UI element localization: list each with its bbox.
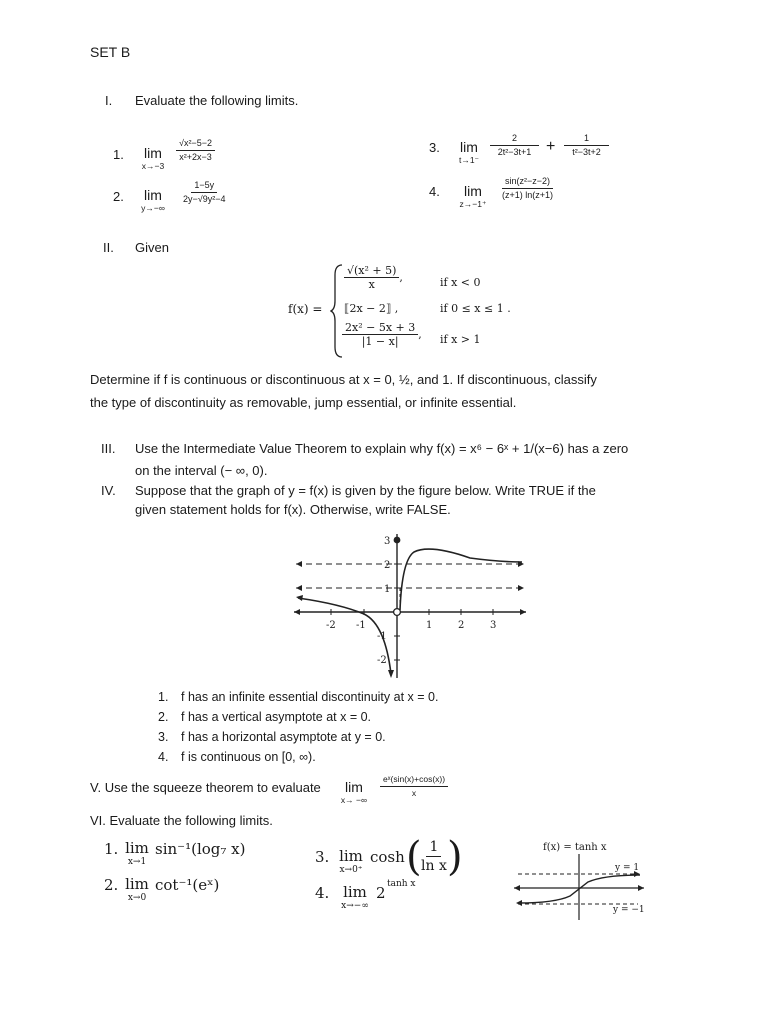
problem-1-2-fraction [180, 180, 228, 205]
y-tick-label: -2 [377, 655, 387, 666]
curve-left-end-arrow [296, 595, 303, 601]
dashed-arrow-right-y1 [518, 585, 524, 591]
x-tick-label: 3 [490, 620, 497, 631]
problem-1-3-limit [450, 139, 488, 166]
section-5-limit [334, 779, 374, 806]
section-1-heading: Evaluate the following limits. [135, 93, 299, 108]
comma: , [418, 328, 422, 341]
case-1-condition: if x < 0 [440, 276, 481, 289]
limit-word: lim [464, 183, 482, 199]
vi-problem-3-number: 3. [315, 848, 330, 866]
limit-subscript: x→0⁺ [339, 865, 363, 875]
vi-problem-4-number: 4. [315, 884, 330, 902]
problem-1-2-number: 2. [113, 189, 124, 204]
denominator: ln x [421, 858, 447, 874]
denominator: 2y−√9y²−4 [183, 194, 226, 204]
vi-problem-1-expression: sin⁻¹(log₇ x) [155, 840, 246, 858]
numerator: eˣ(sin(x)+cos(x)) [380, 774, 448, 787]
x-axis-arrow-left [294, 609, 300, 615]
limit-subscript: x→−3 [141, 161, 165, 171]
x-tick-label: -2 [326, 620, 336, 631]
statement-3-text: f has a horizontal asymptote at y = 0. [181, 730, 386, 744]
y-tick-label: 2 [384, 560, 391, 571]
x-tick-label: 2 [458, 620, 465, 631]
problem-1-4-fraction [499, 176, 556, 201]
limit-word: lim [144, 145, 162, 161]
tanh-lower-label: y = −1 [613, 905, 645, 915]
numerator: √(x² + 5) [344, 265, 399, 278]
denominator: (z+1) ln(z+1) [502, 190, 554, 200]
case-1-expression [344, 265, 403, 290]
x-tick-label: 1 [426, 620, 433, 631]
x-axis-arrow-right [520, 609, 526, 615]
y-tick-label: -1 [377, 631, 387, 642]
determine-line-2: the type of discontinuity as removable, jump essential, or infinite essential. [90, 395, 517, 410]
problem-1-3-number: 3. [429, 140, 440, 155]
limit-subscript: z→−1⁺ [459, 199, 487, 209]
dashed-arrow-left-y2 [296, 561, 302, 567]
y-tick-label: 3 [384, 536, 391, 547]
limit-word: lim [460, 139, 478, 155]
section-4-line-1: Suppose that the graph of y = f(x) is given by the figure below. Write TRUE if the [135, 483, 596, 498]
tanh-upper-label: y = 1 [615, 863, 640, 873]
denominator: x²+2x−3 [179, 152, 212, 162]
denominator: t²−3t+2 [572, 147, 601, 157]
numerator: 1 [426, 839, 441, 857]
problem-1-4-number: 4. [429, 184, 440, 199]
right-paren: ) [447, 834, 463, 880]
statement-4-number: 4. [158, 750, 169, 764]
vi-problem-3-cosh: cosh [370, 848, 405, 866]
problem-1-1-number: 1. [113, 147, 124, 162]
case-3-condition: if x > 1 [440, 333, 481, 346]
denominator: |1 − x| [361, 335, 399, 348]
section-4-numeral: IV. [101, 483, 116, 498]
y-tick-label: 1 [384, 584, 391, 595]
section-2-numeral: II. [103, 240, 114, 255]
statement-2-number: 2. [158, 710, 169, 724]
section-4-line-2: given statement holds for f(x). Otherwise, write FALSE. [135, 502, 451, 517]
section-3-line-2: on the interval (− ∞, 0). [135, 463, 268, 478]
limit-word: lim [343, 883, 367, 901]
problem-1-2-limit [134, 187, 172, 214]
case-2-expression: ⟦2x − 2⟧ , [344, 302, 399, 315]
statement-2-text: f has a vertical asymptote at x = 0. [181, 710, 372, 724]
vi-problem-2-expression: cot⁻¹(eˣ) [155, 876, 220, 894]
tanh-arrow-left [516, 900, 522, 906]
problem-1-1-limit [134, 145, 172, 172]
section-6-heading: VI. Evaluate the following limits. [90, 813, 273, 828]
problem-1-3-fraction-b [564, 133, 609, 158]
vi-problem-1-limit [120, 840, 154, 867]
statement-4-text: f is continuous on [0, ∞). [181, 750, 316, 764]
left-paren: ( [406, 834, 422, 880]
limit-word: lim [339, 847, 363, 865]
case-3-expression [342, 322, 422, 347]
x-axis-arrow-right [638, 885, 644, 891]
function-graph [290, 530, 530, 680]
section-3-numeral: III. [101, 441, 116, 456]
limit-subscript: t→1⁻ [458, 155, 480, 165]
vi-problem-4-base: 2 [376, 884, 386, 902]
curve-left-arrow [388, 670, 394, 678]
numerator: 2x² − 5x + 3 [342, 322, 418, 335]
dashed-arrow-left-y1 [296, 585, 302, 591]
limit-subscript: x→ −∞ [340, 795, 368, 805]
limit-subscript: x→1 [127, 857, 147, 867]
vi-problem-3-fraction [418, 839, 450, 874]
problem-1-4-limit [453, 183, 493, 210]
problem-1-3-fraction-a [490, 133, 539, 158]
limit-word: lim [144, 187, 162, 203]
limit-subscript: y→−∞ [141, 203, 165, 213]
numerator: 1 [564, 133, 609, 146]
case-2-condition: if 0 ≤ x ≤ 1 . [440, 302, 511, 315]
section-5-text: V. Use the squeeze theorem to evaluate [90, 780, 321, 795]
section-1-numeral: I. [105, 93, 113, 108]
problem-1-1-fraction [176, 138, 215, 163]
section-3-line-1: Use the Intermediate Value Theorem to explain why f(x) = x⁶ − 6ˣ + 1/(x−6) has a zero [135, 441, 629, 456]
limit-subscript: x→−∞ [341, 901, 369, 911]
denominator: x [411, 788, 417, 798]
section-5-fraction [380, 774, 448, 799]
limit-word: lim [345, 779, 363, 795]
filled-point [394, 537, 401, 544]
limit-word: lim [125, 839, 149, 857]
vi-problem-4-limit [335, 884, 375, 911]
numerator: √x²−5−2 [176, 138, 215, 151]
curve-right-branch [400, 549, 522, 610]
numerator: 1−5y [191, 180, 217, 193]
determine-line-1: Determine if f is continuous or discontinuous at x = 0, ½, and 1. If discontinuous, classify [90, 372, 597, 387]
open-point [394, 609, 401, 616]
set-label: SET B [90, 44, 131, 60]
piecewise-lhs: f(x) = [288, 302, 323, 316]
vi-problem-4-exponent: tanh x [387, 879, 416, 889]
x-axis-arrow-left [514, 885, 520, 891]
statement-1-number: 1. [158, 690, 169, 704]
section-2-heading: Given [135, 240, 169, 255]
tanh-graph-title: f(x) = tanh x [543, 842, 607, 853]
comma: , [399, 271, 403, 284]
numerator: 2 [490, 133, 539, 146]
denominator: 2t²−3t+1 [497, 147, 532, 157]
limit-subscript: x→0 [127, 893, 147, 903]
vi-problem-2-number: 2. [104, 876, 119, 894]
denominator: x [368, 278, 375, 291]
x-tick-label: -1 [356, 620, 366, 631]
vi-problem-1-number: 1. [104, 840, 119, 858]
numerator: sin(z²−z−2) [502, 176, 553, 189]
vi-problem-2-limit [120, 876, 154, 903]
statement-3-number: 3. [158, 730, 169, 744]
limit-word: lim [125, 875, 149, 893]
statement-1-text: f has an infinite essential discontinuity at x = 0. [181, 690, 439, 704]
plus-sign: + [546, 138, 556, 155]
vi-problem-3-limit [333, 848, 369, 875]
